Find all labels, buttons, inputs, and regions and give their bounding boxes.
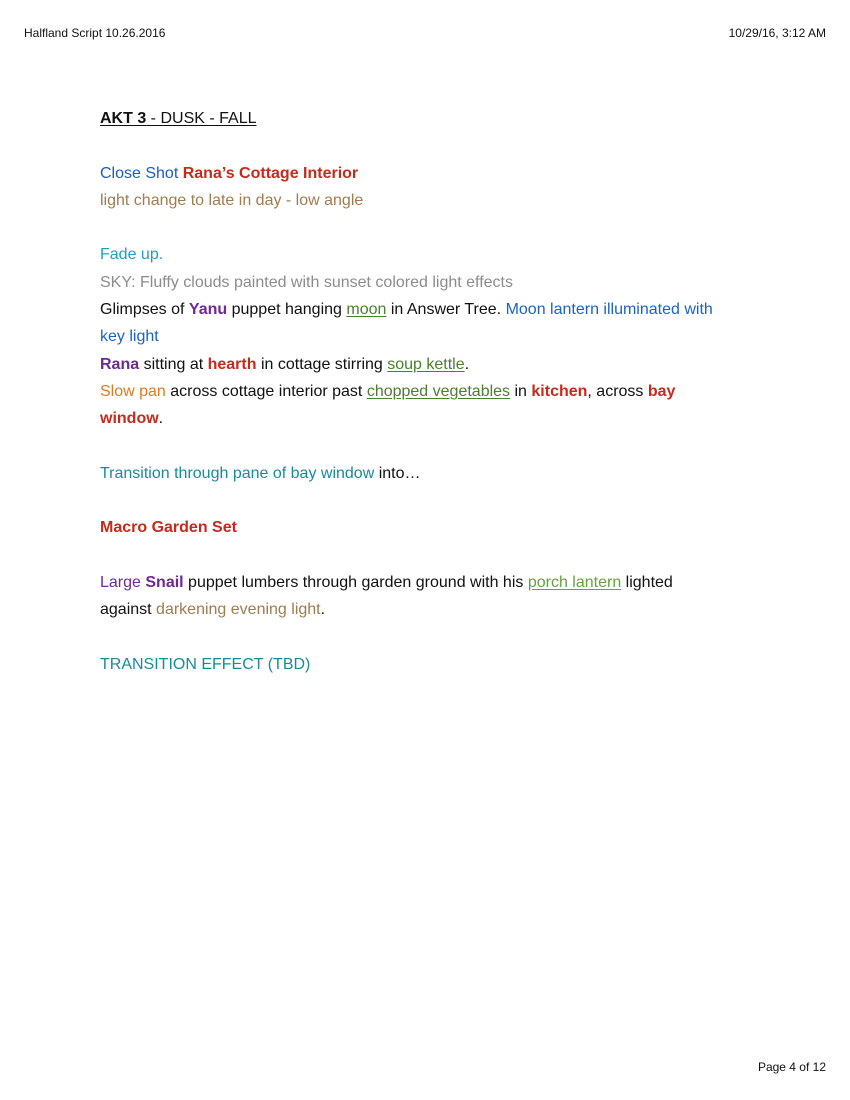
blank-line	[100, 487, 750, 514]
pan-text-4: .	[158, 410, 164, 428]
moon-prop: moon	[346, 301, 387, 319]
light-note: light change to late in day - low angle	[100, 191, 364, 209]
snail-text-1: puppet lumbers through garden ground with his	[183, 574, 528, 592]
glimpses-text-1: Glimpses of	[100, 301, 189, 319]
act-heading	[100, 105, 750, 132]
set-heading: Macro Garden Set	[100, 519, 237, 537]
pan-text-2: in	[510, 382, 532, 400]
shot-location: Rana’s Cottage Interior	[182, 164, 359, 182]
rana-text-2: in cottage stirring	[256, 355, 388, 373]
snail-text-4: .	[320, 601, 326, 619]
pan-line	[100, 378, 750, 405]
blank-line	[100, 132, 750, 159]
pan-text-3: , across	[587, 382, 648, 400]
vegetables-prop: chopped vegetables	[366, 382, 511, 400]
blank-line	[100, 214, 750, 241]
hearth-set: hearth	[207, 355, 257, 373]
glimpses-text-3: in Answer Tree.	[386, 301, 506, 319]
kitchen-set: kitchen	[531, 382, 588, 400]
snail-text-2: lighted	[621, 574, 673, 592]
blank-line	[100, 433, 750, 460]
rana-text-3: .	[464, 355, 470, 373]
glimpses-text-2: puppet hanging	[227, 301, 347, 319]
snail-text-3: against	[100, 601, 157, 619]
rana-text-1: sitting at	[139, 355, 208, 373]
transition-line	[100, 460, 750, 487]
moon-lantern-note: Moon lantern illuminated with	[505, 301, 713, 319]
transition-effect: TRANSITION EFFECT (TBD)	[100, 655, 311, 673]
soup-kettle-prop: soup kettle	[387, 355, 465, 373]
large-word: Large	[100, 574, 146, 592]
transition-cue: Transition through pane of bay window	[100, 464, 375, 482]
sky-line: SKY: Fluffy clouds painted with sunset colored light effects	[100, 273, 513, 291]
window-set: window	[100, 410, 159, 428]
transition-text: into…	[374, 464, 421, 482]
porch-lantern-prop: porch lantern	[527, 574, 622, 592]
shot-line	[100, 160, 750, 187]
pan-text-1: across cottage interior past	[165, 382, 367, 400]
shot-prefix: Close Shot	[100, 164, 183, 182]
slow-pan-cue: Slow pan	[100, 382, 166, 400]
evening-light-note: darkening evening light	[156, 601, 321, 619]
bay-set: bay	[647, 382, 676, 400]
header-timestamp: 10/29/16, 3:12 AM	[728, 26, 826, 40]
rana-name: Rana	[100, 355, 140, 373]
snail-line-cont	[100, 596, 750, 623]
blank-line	[100, 542, 750, 569]
key-light-note: key light	[100, 328, 159, 346]
glimpses-line	[100, 296, 750, 323]
snail-line	[100, 569, 750, 596]
yanu-name: Yanu	[188, 301, 228, 319]
rana-line	[100, 351, 750, 378]
act-subtitle: - DUSK - FALL	[146, 110, 257, 127]
fade-line: Fade up.	[100, 246, 164, 264]
header-title: Halfland Script 10.26.2016	[24, 26, 166, 40]
pan-line-cont	[100, 405, 750, 432]
blank-line	[100, 624, 750, 651]
act-title: AKT 3	[100, 110, 147, 127]
script-page-content	[100, 105, 750, 678]
snail-name: Snail	[145, 574, 184, 592]
page-number: Page 4 of 12	[757, 1060, 826, 1074]
